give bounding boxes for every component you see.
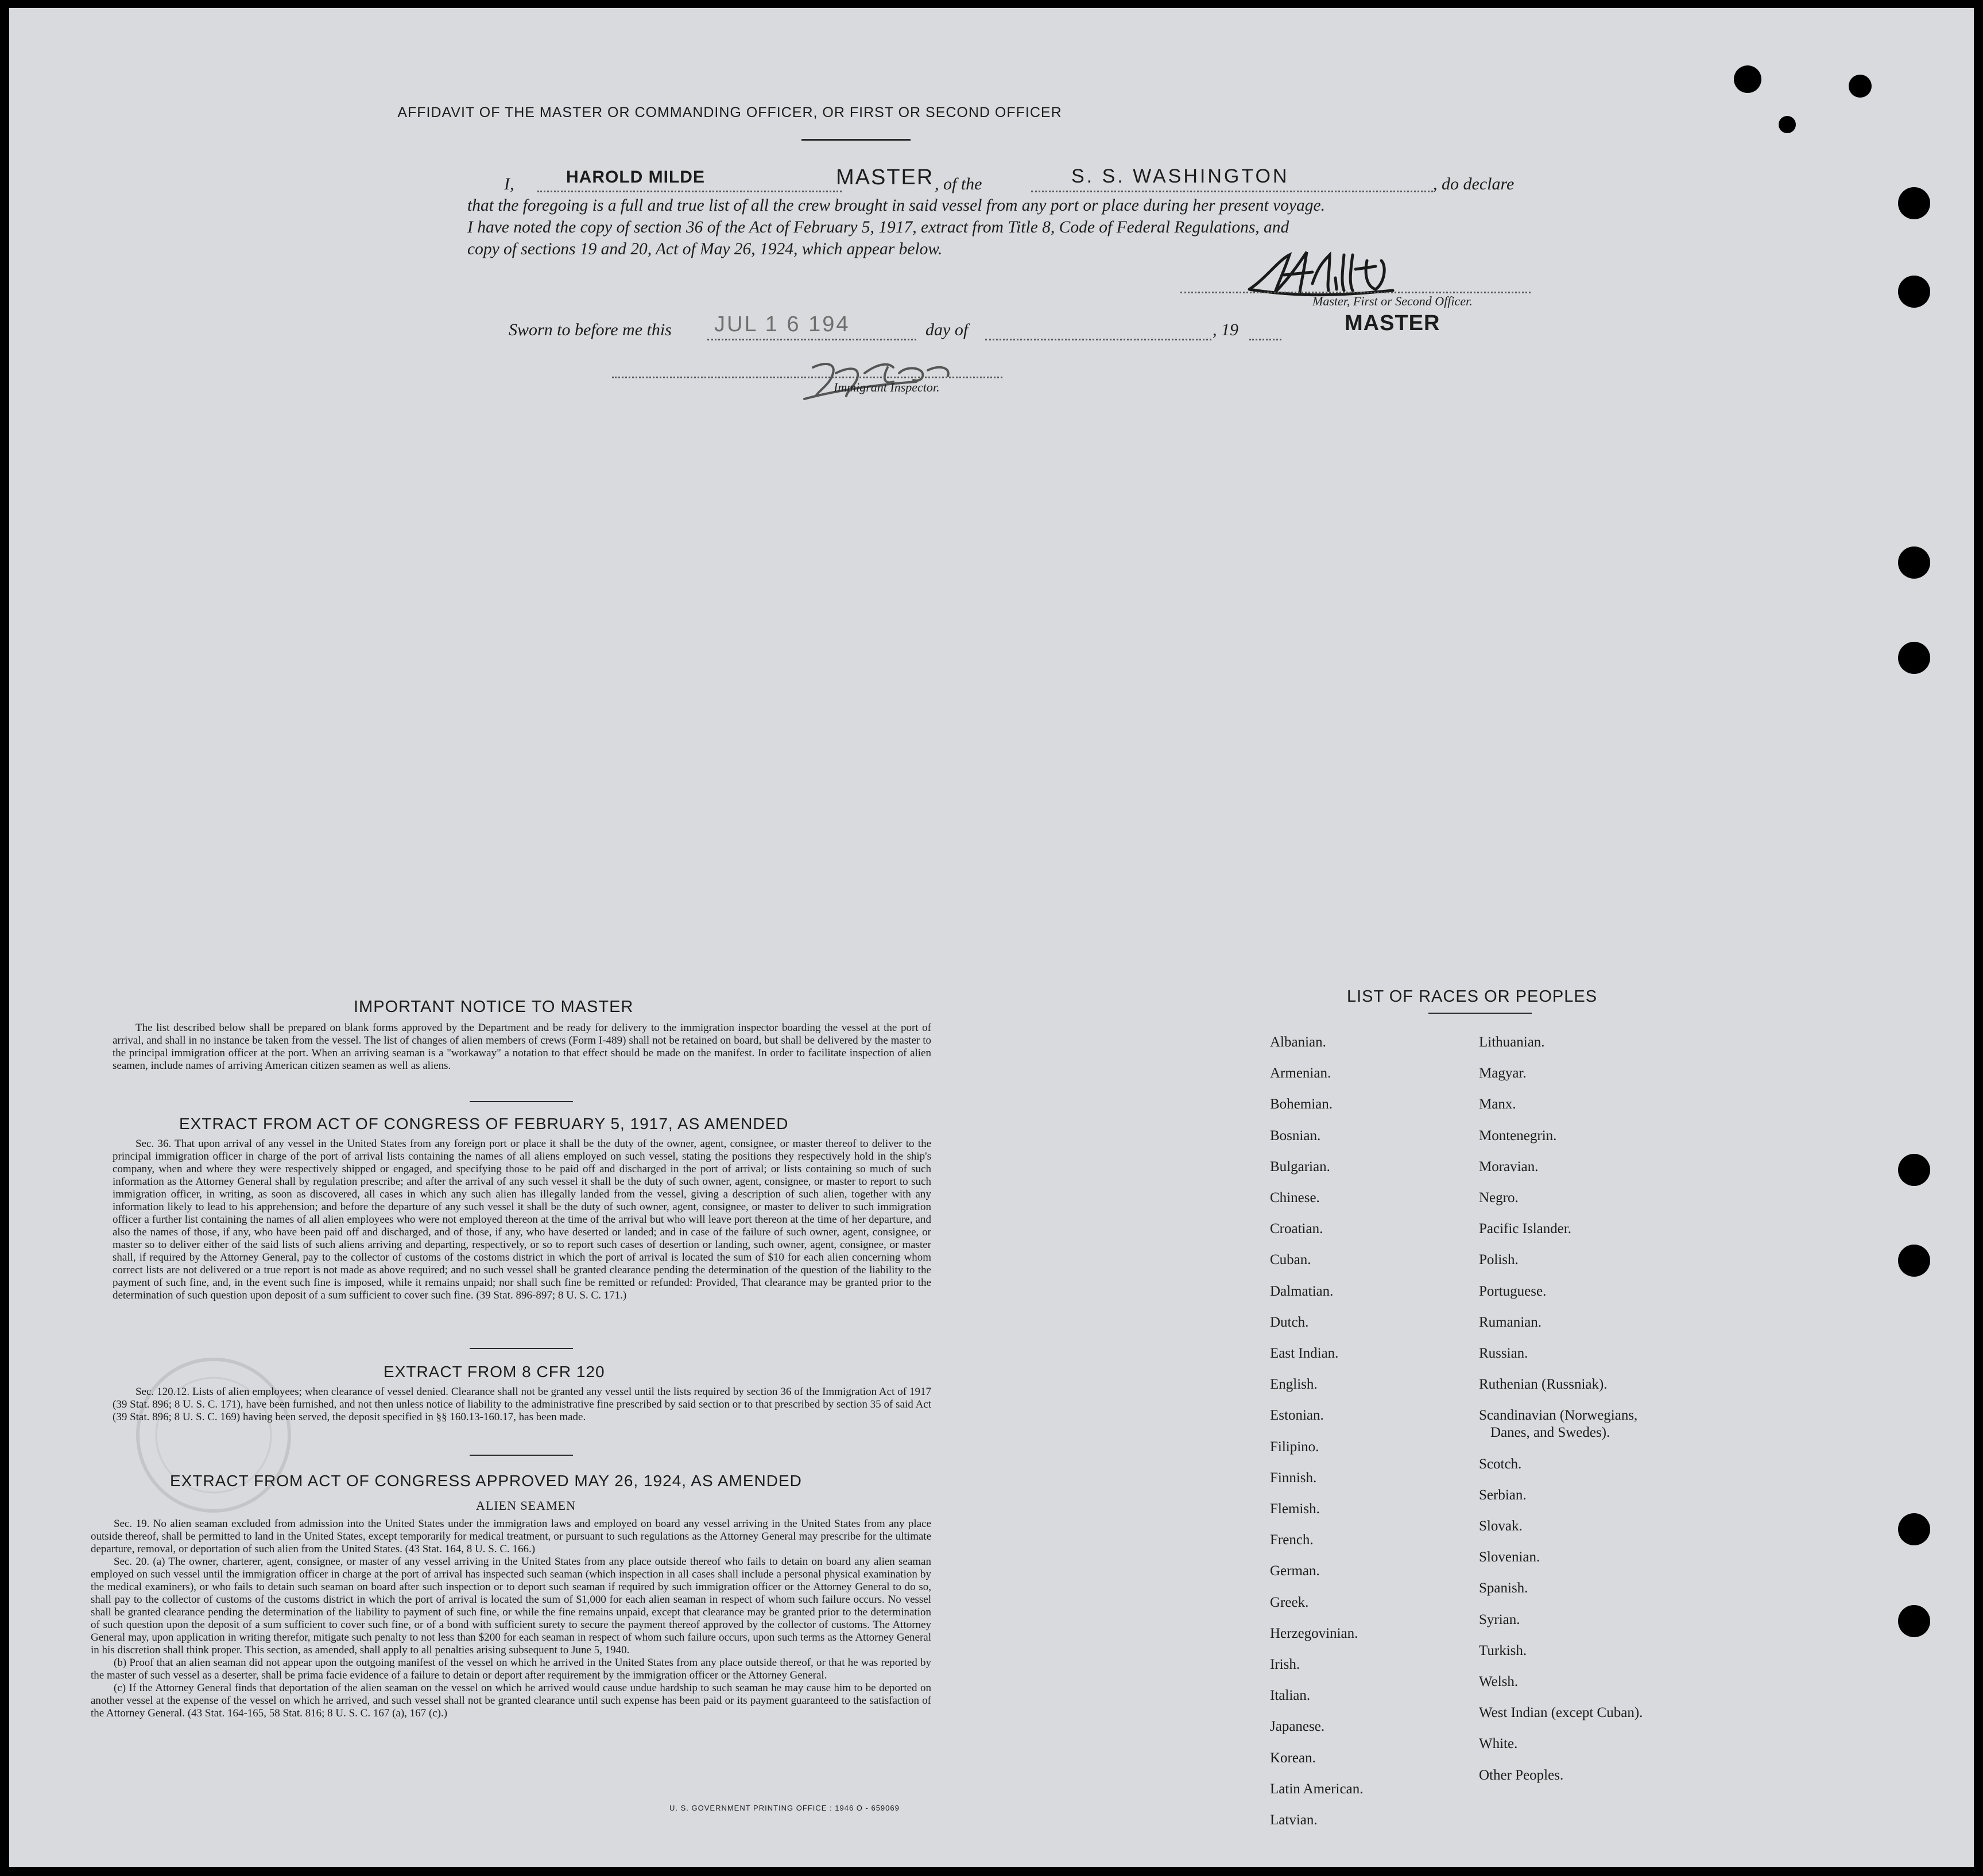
race-item: Spanish.	[1479, 1580, 1528, 1596]
sec-19-paragraph: Sec. 19. No alien seaman excluded from admission into the United States under the immigration laws and employed on board any vessel arriving in the United States from any place outside thereof, shall be permitted to land in the United States, except temporarily for medical treatment, or pursuant to such regulations as the Attorney General may prescribe for the ultimate departure, removal, or deportation of such alien from the United States. (43 Stat. 164, 8 U. S. C. 166.)	[91, 1518, 931, 1555]
race-item: Welsh.	[1479, 1674, 1519, 1689]
punch-hole	[1898, 546, 1930, 579]
affidavit-title: AFFIDAVIT OF THE MASTER OR COMMANDING OFFICER, OR FIRST OR SECOND OFFICER	[397, 104, 1062, 121]
sec-120-paragraph: Sec. 120.12. Lists of alien employees; when clearance of vessel denied. Clearance shall not be granted any vessel until the lists required by section 36 of the Immigration Act of 1917 (39 Stat. 896; 8 U. S. C. 171), have been furnished, and not then unless notice of liability to the administrative fine prescribed by said section or to that prescribed by section 35 of said Act (39 Stat. 896; 8 U. S. C. 169) having been served, the deposit specified in §§ 160.13-160.17, has been made.	[113, 1386, 931, 1423]
race-item: Manx.	[1479, 1096, 1516, 1113]
i-prefix: I,	[504, 175, 514, 193]
officer-rank-stamp: MASTER	[1345, 311, 1440, 335]
notice-paragraph: The list described below shall be prepared on blank forms approved by the Department and be ready for delivery to the immigration inspector boarding the vessel at the port of arrival, and shall in no instance be taken from the vessel. The list of changes of alien members of crews (Form I-489) shall not be retained on board, but shall be delivered by the master to the principal immigration officer at the port. When an arriving seaman is a "workaway" a notation to that effect should be made on the manifest. In order to facilitate inspection of alien seamen, include names of arriving American citizen seamen as well as aliens.	[113, 1022, 931, 1072]
extract-1924-body	[91, 1518, 931, 1720]
year-line	[1249, 339, 1281, 340]
sec-20a-paragraph: Sec. 20. (a) The owner, charterer, agent, consignee, or master of any vessel arriving in the United States from any place outside thereof who fails to detain on board any alien seaman employed on such vessel until the immigration officer in charge at the port of arrival has inspected such seaman (which inspection in all cases shall include a personal physical examination by the medical examiners), or who fails to detain such seaman on board after such inspection or to deport such seaman if required by such immigration officer or the Attorney General to do so, shall pay to the collector of customs of the customs district in which the port of arrival is located the sum of $1,000 for each alien seaman in respect of whom such failure occurs. No vessel shall be granted clearance pending the determination of the liability to payment of such fine, or while the fine remains unpaid, except that clearance may be granted prior to the determination of such question upon the deposit of a sum sufficient to cover such fine, or of a bond with sufficient surety to secure the payment thereof approved by the collector of customs. The Attorney General may, upon application in writing therefor, mitigate such penalty to not less than $200 for each seaman in respect of whom such failure occurs, upon such terms as the Attorney General in his discretion shall think proper. This section, as amended, shall apply to all penalties arising subsequent to June 5, 1940.	[91, 1556, 931, 1656]
extract-cfr-title: EXTRACT FROM 8 CFR 120	[384, 1363, 605, 1381]
punch-hole	[1898, 1154, 1930, 1186]
extract-cfr-body	[113, 1386, 931, 1424]
punch-hole	[1849, 75, 1872, 98]
race-item: Magyar.	[1479, 1065, 1527, 1082]
inspector-caption: Immigrant Inspector.	[834, 380, 940, 394]
races-title-rule	[1428, 1013, 1532, 1014]
name-line	[537, 191, 842, 192]
punch-hole	[1734, 65, 1761, 93]
race-item: Korean.	[1270, 1750, 1316, 1766]
race-item: Lithuanian.	[1479, 1034, 1545, 1050]
race-item: Pacific Islander.	[1479, 1221, 1572, 1237]
inspector-signature-line	[612, 377, 1002, 378]
race-item: Finnish.	[1270, 1470, 1317, 1486]
race-item: Chinese.	[1270, 1190, 1320, 1206]
extract-1917-title: EXTRACT FROM ACT OF CONGRESS OF FEBRUARY 5, 1917, AS AMENDED	[179, 1115, 789, 1133]
sworn-label: Sworn to before me this	[509, 320, 672, 339]
punch-hole	[1898, 276, 1930, 308]
race-item: Russian.	[1479, 1346, 1528, 1361]
race-item: Bosnian.	[1270, 1127, 1321, 1144]
race-item: Ruthenian (Russniak).	[1479, 1377, 1608, 1393]
day-of-label: day of	[925, 320, 969, 339]
sec-20b-paragraph: (b) Proof that an alien seaman did not appear upon the outgoing manifest of the vessel on which he arrived in the United States from any place outside thereof, or that he was reported by the master of such vessel as a deserter, shall be prima facie evidence of a failure to detain or deport after requirement by the immigration officer or the Attorney General.	[91, 1657, 931, 1681]
punch-hole	[1779, 116, 1796, 133]
sworn-date-stamp: JUL 1 6 194	[714, 312, 850, 336]
document-page	[9, 8, 1974, 1867]
officer-signature-line	[1180, 292, 1531, 293]
race-item: Montenegrin.	[1479, 1127, 1557, 1144]
punch-hole	[1898, 1605, 1930, 1637]
race-item: Flemish.	[1270, 1501, 1320, 1517]
notice-body	[113, 1022, 931, 1072]
race-item: Serbian.	[1479, 1487, 1527, 1503]
race-item: Scandinavian (Norwegians,	[1479, 1408, 1638, 1424]
section-rule	[470, 1348, 573, 1349]
month-line	[985, 339, 1211, 340]
section-rule	[470, 1455, 573, 1456]
race-item: Rumanian.	[1479, 1314, 1542, 1330]
punch-hole	[1898, 187, 1930, 219]
affidavit-line-4: copy of sections 19 and 20, Act of May 26, 1924, which appear below.	[467, 240, 943, 258]
race-item: Turkish.	[1479, 1642, 1527, 1658]
race-item: Cuban.	[1270, 1252, 1311, 1268]
punch-hole	[1898, 642, 1930, 674]
section-rule	[470, 1101, 573, 1102]
sec-36-paragraph: Sec. 36. That upon arrival of any vessel in the United States from any foreign port or place it shall be the duty of the owner, agent, consignee, or master thereof to deliver to the principal immigration officer in charge of the port of arrival lists containing the names of all aliens employed on such vessel, stating the positions they respectively hold in the ship's company, when and where they were respectively shipped or engaged, and specifying those to be paid off and discharged in the port of arrival; or lists containing so much of such information as the Attorney General shall by regulation prescribe; and after the arrival of any such vessel it shall be the duty of such owner, agent, consignee, or master to report to such immigration officer, in writing, as soon as discovered, all cases in which any such alien has illegally landed from the vessel, giving a description of such alien, together with any information likely to lead to his apprehension; and before the departure of any such vessel it shall be the duty of such owner, agent, consignee, or master to deliver to such immigration officer a further list containing the names of all alien employees who were not employed thereon at the time of the arrival but who will leave port thereon at the time of her departure, and also the names of those, if any, who have been paid off and discharged, and of those, if any, who have deserted or landed; and in case of the failure of such owner, agent, consignee, or master so to deliver either of the said lists of such aliens arriving and departing, respectively, or so to report such cases of desertion or landing, such owner, agent, consignee, or master shall, if required by the Attorney General, pay to the collector of customs of the costoms district in which the port of arrival is located the sum of $10 for each alien concerning whom correct lists are not delivered or a true report is not made as above required; and no such vessel shall be granted clearance pending the determination of the question of the liability to the payment of such fine, and, in the event such fine is imposed, while it remains unpaid; nor shall such fine be remitted or refunded: Provided, That clearance may be granted prior to the determination of such question upon deposit of a sum sufficient to cover such fine. (39 Stat. 896-897; 8 U. S. C. 171.)	[113, 1138, 931, 1301]
race-item: Polish.	[1479, 1252, 1519, 1268]
race-item: West Indian (except Cuban).	[1479, 1705, 1643, 1721]
vessel-name-field: S. S. WASHINGTON	[1071, 165, 1289, 187]
date-line	[707, 339, 916, 340]
race-item: Herzegovinian.	[1270, 1625, 1358, 1641]
master-name-field: HAROLD MILDE	[566, 168, 705, 187]
race-item: Other Peoples.	[1479, 1767, 1564, 1783]
affidavit-line-3: I have noted the copy of section 36 of the Act of February 5, 1917, extract from Title 8, Code of Federal Regulations, and	[467, 218, 1289, 237]
race-item: Portuguese.	[1479, 1283, 1547, 1299]
vessel-line	[1031, 191, 1433, 192]
year-label: , 19	[1213, 320, 1238, 339]
do-declare-label: , do declare	[1433, 175, 1515, 193]
race-item: Scotch.	[1479, 1456, 1522, 1472]
race-item: Latvian.	[1270, 1812, 1318, 1828]
punch-hole	[1898, 1245, 1930, 1277]
faint-circular-stamp	[127, 1349, 300, 1521]
race-item: Dalmatian.	[1270, 1283, 1334, 1299]
race-item: White.	[1479, 1736, 1518, 1752]
race-item: Danes, and Swedes).	[1490, 1425, 1610, 1441]
officer-caption: Master, First or Second Officer.	[1312, 294, 1473, 308]
race-item: Slovak.	[1479, 1518, 1523, 1534]
punch-hole	[1898, 1513, 1930, 1545]
rank-field: MASTER	[836, 165, 934, 189]
race-item: Filipino.	[1270, 1439, 1319, 1455]
race-item: Irish.	[1270, 1657, 1300, 1672]
race-item: Negro.	[1479, 1190, 1519, 1206]
title-rule	[801, 139, 911, 141]
race-item: Syrian.	[1479, 1611, 1520, 1627]
race-item: Estonian.	[1270, 1408, 1324, 1424]
affidavit-line-2: that the foregoing is a full and true list of all the crew brought in said vessel from any port or place during her present voyage.	[467, 196, 1325, 215]
race-item: Latin American.	[1270, 1781, 1364, 1797]
race-item: German.	[1270, 1563, 1320, 1579]
printer-imprint: U. S. GOVERNMENT PRINTING OFFICE : 1946 O - 659069	[669, 1804, 900, 1812]
race-item: English.	[1270, 1377, 1318, 1393]
extract-1917-body	[113, 1138, 931, 1302]
race-item: East Indian.	[1270, 1346, 1339, 1361]
race-item: Bulgarian.	[1270, 1158, 1330, 1175]
sec-20c-paragraph: (c) If the Attorney General finds that deportation of the alien seaman on the vessel on which he arrived would cause undue hardship to such seaman he may cause him to be deported on another vessel at the expense of the vessel on which he arrived, and such vessel shall not be granted clearance until such expense has been paid or its payment guaranteed to the satisfaction of the Attorney General. (43 Stat. 164-165, 58 Stat. 816; 8 U. S. C. 167 (a), 167 (c).)	[91, 1682, 931, 1719]
race-item: Albanian.	[1270, 1034, 1326, 1050]
race-item: Slovenian.	[1479, 1549, 1540, 1565]
race-item: Armenian.	[1270, 1065, 1331, 1082]
alien-seamen-subtitle: ALIEN SEAMEN	[476, 1498, 576, 1513]
race-item: Bohemian.	[1270, 1096, 1333, 1113]
race-item: French.	[1270, 1532, 1314, 1548]
races-title: LIST OF RACES OR PEOPLES	[1347, 987, 1598, 1006]
race-item: Japanese.	[1270, 1719, 1325, 1735]
extract-1924-title: EXTRACT FROM ACT OF CONGRESS APPROVED MAY 26, 1924, AS AMENDED	[170, 1472, 802, 1490]
race-item: Moravian.	[1479, 1158, 1539, 1175]
race-item: Greek.	[1270, 1594, 1309, 1610]
of-the-label: , of the	[935, 175, 982, 193]
notice-title: IMPORTANT NOTICE TO MASTER	[354, 998, 634, 1016]
race-item: Dutch.	[1270, 1314, 1309, 1330]
race-item: Croatian.	[1270, 1221, 1323, 1237]
race-item: Italian.	[1270, 1688, 1311, 1704]
